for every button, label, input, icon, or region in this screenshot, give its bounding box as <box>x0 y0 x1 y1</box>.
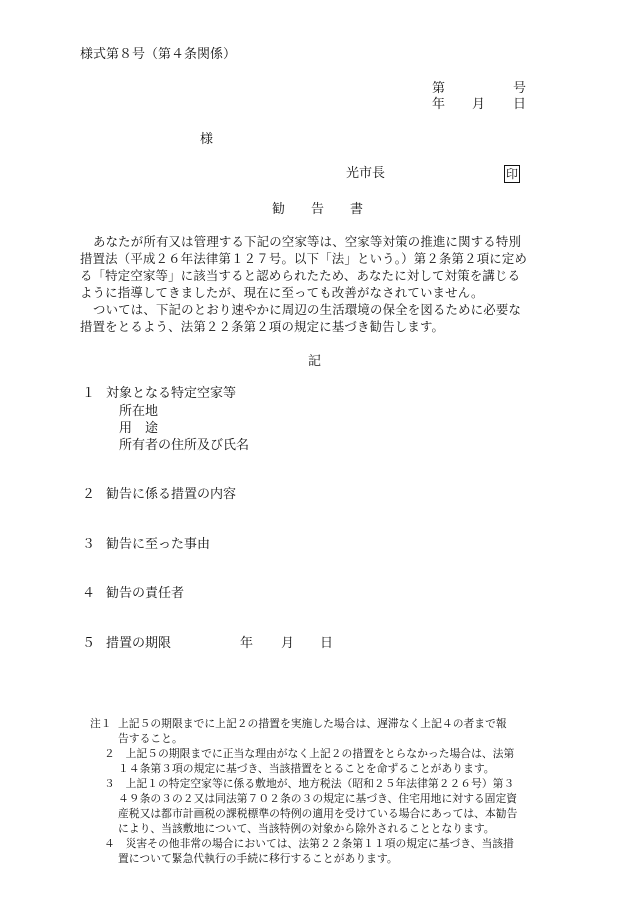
body-line: あなたが所有又は管理する下記の空家等は、空家等対策の推進に関する特別 <box>93 234 522 249</box>
item-label: 勧告に至った事由 <box>106 537 211 552</box>
date-month: 月 <box>472 97 486 112</box>
note-line: 置について緊急代執行の手続に移行することがあります。 <box>118 852 398 865</box>
date-year: 年 <box>432 97 446 112</box>
note-line: ４ 災害その他非常の場合においては、法第２２条第１１項の規定に基づき、当該措 <box>104 837 514 850</box>
seal-stamp: 印 <box>505 167 518 181</box>
note-line: １４条第３項の規定に基づき、当該措置をとることを命ずることがあります。 <box>118 762 495 775</box>
item-label: 勧告の責任者 <box>106 586 185 601</box>
number-suffix: 号 <box>513 81 527 96</box>
item-number: ５ <box>82 636 96 651</box>
note-line: により、当該敷地について、当該特例の対象から除外されることとなります。 <box>118 822 495 835</box>
note-line: 産税又は都市計画税の課税標準の特例の適用を受けている場合にあっては、本勧告 <box>118 807 518 820</box>
body-line: 措置をとるよう、法第２２条第２項の規定に基づき勧告します。 <box>80 319 445 334</box>
item1-sub-location: 所在地 <box>119 404 159 419</box>
note-line: ４９条の３の２又は同法第７０２条の３の規定に基づき、住宅用地に対する固定資 <box>118 792 518 805</box>
item-number: ２ <box>82 487 96 502</box>
note-line: ２ 上記５の期限までに正当な理由がなく上記２の措置をとらなかった場合は、法第 <box>104 747 515 760</box>
notes-prefix: 注１ <box>90 717 112 730</box>
item-number: １ <box>82 386 96 401</box>
item1-sub-owner: 所有者の住所及び氏名 <box>119 438 250 453</box>
form-id: 様式第８号（第４条関係） <box>80 47 237 62</box>
deadline-day: 日 <box>320 636 334 651</box>
sender-title: 光市長 <box>346 166 386 181</box>
item-label: 勧告に係る措置の内容 <box>106 487 237 502</box>
ki-marker: 記 <box>308 354 322 369</box>
item1-sub-use: 用 途 <box>119 421 159 436</box>
item-number: ３ <box>82 537 96 552</box>
note-line: 告すること。 <box>118 732 183 745</box>
item-number: ４ <box>82 586 96 601</box>
note-line: 上記５の期限までに上記２の措置を実施した場合は、遅滞なく上記４の者まで報 <box>118 717 507 730</box>
recipient-honorific: 様 <box>200 132 214 147</box>
body-line: ついては、下記のとおり速やかに周辺の生活環境の保全を図るために必要な <box>93 302 522 317</box>
deadline-month: 月 <box>281 636 295 651</box>
body-line: 措置法（平成２６年法律第１２７号。以下「法」という。）第２条第２項に定め <box>80 251 528 266</box>
document-title: 勧 告 書 <box>272 202 364 217</box>
body-line: る「特定空家等」に該当すると認められたため、あなたに対して対策を講じる <box>80 268 521 283</box>
deadline-year: 年 <box>240 636 254 651</box>
item-label: 対象となる特定空家等 <box>106 386 237 401</box>
date-day: 日 <box>513 97 527 112</box>
note-line: ３ 上記１の特定空家等に係る敷地が、地方税法（昭和２５年法律第２２６号）第３ <box>104 777 515 790</box>
body-line: ように指導してきましたが、現在に至っても改善がなされていません。 <box>80 285 484 300</box>
number-label: 第 <box>432 81 446 96</box>
item-label: 措置の期限 <box>106 636 172 651</box>
